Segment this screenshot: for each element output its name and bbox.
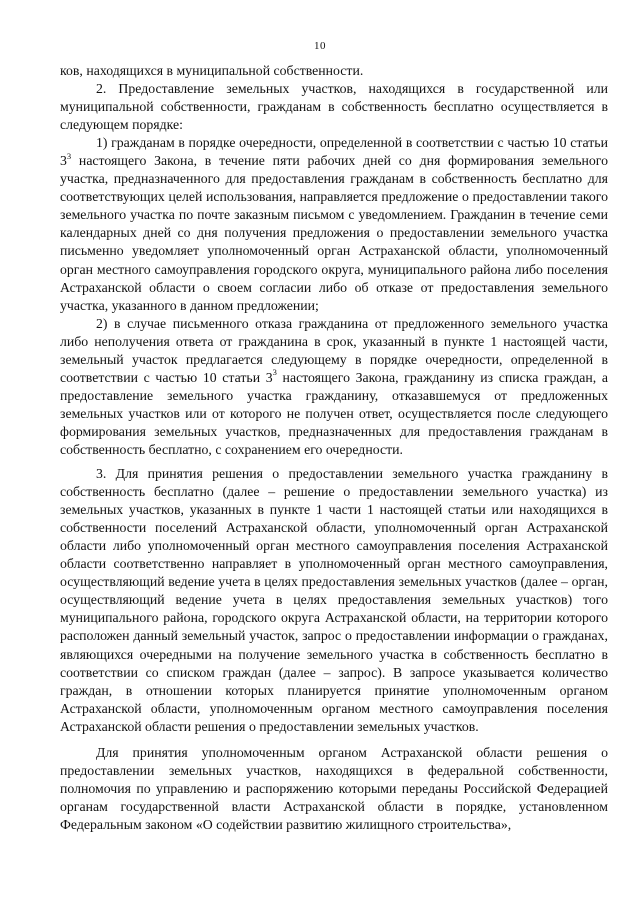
paragraph-clause-2: 2. Предоставление земельных участков, находящихся в государственной или муниципальной собственности, гражданам в собственность бесплатно осуществляется в следующем порядке: [60, 81, 608, 133]
item-2-text-end: настоящего Закона, гражданину из списка граждан, а предоставление земельного участка гражданину, отказавшемуся от предложенных земельных участков или от которого не получен ответ, осуществляется после следующего формирования земельных участков, предназначенных для предоставления гражданам в собственность бесплатно, с сохранением его очередности. [60, 369, 608, 457]
item-2-superscript: 3 [272, 367, 277, 378]
paragraph-continuation: ков, находящихся в муниципальной собственности. [60, 63, 364, 78]
item-2-text-start: 2) в случае письменного отказа гражданина от предложенного земельного участка либо неполучения ответа от гражданина в срок, указанный в пункте 1 настоящей части, земельный участок предлагается следующему в порядке очередности, определенной в соответствии с частью 10 статьи 3 [60, 315, 608, 385]
paragraph-item-2 [60, 315, 608, 459]
document-body [60, 62, 608, 834]
item-1-superscript: 3 [66, 150, 72, 161]
item-1-text-end: настоящего Закона, в течение пяти рабочих дней со дня формирования земельного участка, предназначенного для предоставления гражданам в собственность бесплатно для соответствующих целей использования, направляется предложение о предоставлении такого земельного участка по почте заказным письмом с уведомлением. Гражданин в течение семи календарных дней со дня получения предложения о предоставлении земельного участка письменно уведомляет уполномоченный орган Астраханской области, уполномоченный орган местного самоуправления городского округа, муниципального района либо поселения Астраханской области о своем согласии либо об отказе от предоставления земельного участка, указанного в данном предложении; [60, 153, 608, 313]
item-1-text-start: 1) гражданам в порядке очередности, определенной в соответствии с частью 10 статьи 3 [60, 135, 608, 169]
paragraph-clause-3: 3. Для принятия решения о предоставлении земельного участка гражданину в собственность бесплатно (далее – решение о предоставлении земельного участка) из земельных участков, указанных в пункте 1 части 1 настоящей статьи или находящихся в собственности поселений Астраханской области, уполномоченный орган Астраханской области либо уполномоченный орган местного самоуправления поселения Астраханской области соответственно направляет в уполномоченный орган местного самоуправления, осуществляющий ведение учета в целях предоставления земельных участков (далее – орган, осуществляющий ведение учета в целях предоставления земельных участков) того муниципального района, городского округа Астраханской области, на территории которого расположен данный земельный участок, запрос о предоставлении информации о гражданах, являющихся очередными на получение земельного участка в собственность бесплатно в соответствии со списком граждан (далее – запрос). В запросе указывается количество граждан, в отношении которых планируется принятие уполномоченным органом Астраханской области, уполномоченным органом местного самоуправления поселения Астраханской области решения о предоставлении земельных участков. [60, 466, 608, 734]
paragraph-item-1 [60, 134, 608, 314]
paragraph-federal-land: Для принятия уполномоченным органом Астраханской области решения о предоставлении земельных участков, находящихся в федеральной собственности, полномочия по управлению и распоряжению которыми переданы Российской Федерацией органам государственной власти Астраханской области в порядке, установленном Федеральным законом «О содействии развитию жилищного строительства», [60, 744, 608, 832]
page-number: 10 [314, 40, 326, 52]
